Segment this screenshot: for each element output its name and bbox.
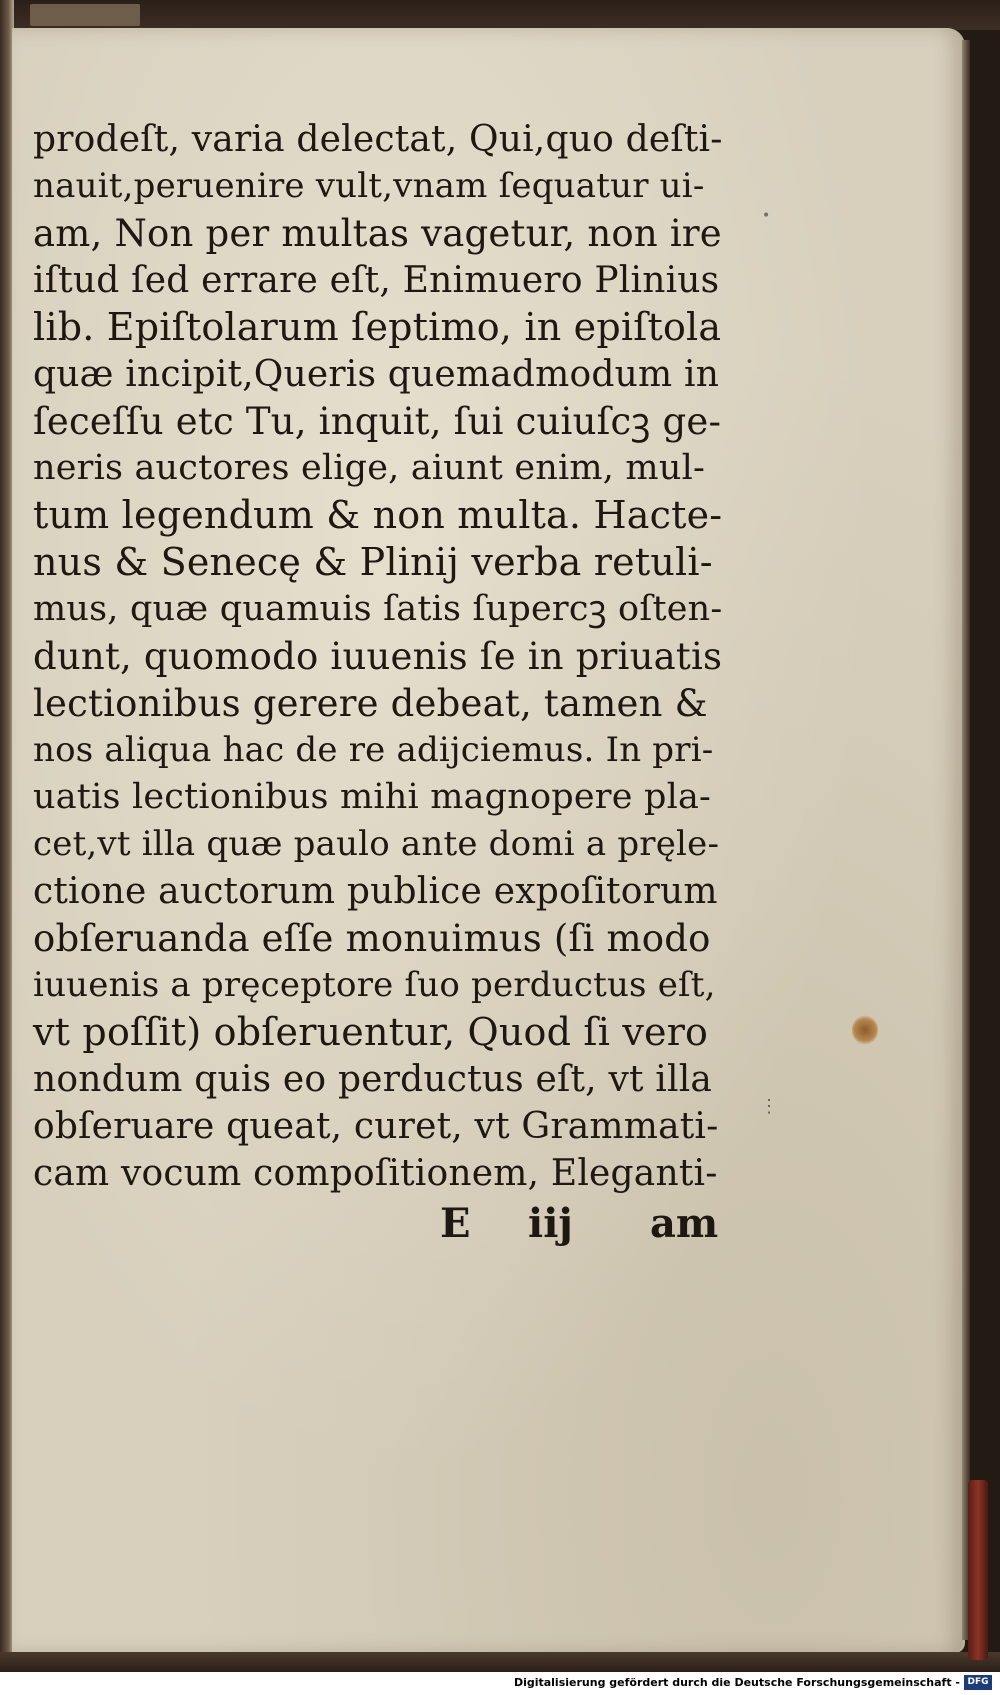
text-line: uatis lectionibus mihi magnopere pla‑ — [33, 777, 712, 817]
text-line: nauit,peruenire vult,vnam ſequatur ui‑ — [33, 166, 705, 206]
text-line: dunt, quomodo iuuenis ſe in priuatis — [33, 635, 723, 678]
text-line: am, Non per multas vagetur, non ire — [33, 212, 722, 255]
signature-mark: E — [440, 1200, 471, 1247]
page-stain — [852, 1015, 878, 1045]
text-line: neris auctores elige, aiunt enim, mul‑ — [33, 448, 705, 488]
text-line: obſeruare queat, curet, vt Grammati‑ — [33, 1106, 719, 1147]
book-tab — [30, 4, 140, 26]
text-line: nos aliqua hac de re adijciemus. In pri‑ — [33, 730, 714, 770]
catchword: am — [650, 1200, 719, 1247]
text-line: nus & Senecę & Plinij verba retuli‑ — [33, 540, 713, 584]
text-line: vt poſſit) obſeruentur, Quod ſi vero — [33, 1010, 709, 1054]
text-line: iſtud ſed errare eſt, Enimuero Plinius — [33, 260, 720, 301]
text-line: quæ incipit,Queris quemadmodum in — [33, 354, 720, 395]
text-line: cet,vt illa quæ paulo ante domi a pręle‑ — [33, 824, 720, 864]
dfg-logo: DFG — [964, 1675, 992, 1690]
text-line: ſeceſſu etc Tu, inquit, ſui cuiuſcꝫ ge‑ — [33, 400, 722, 443]
text-line: nondum quis eo perductus eſt, vt illa — [33, 1059, 713, 1100]
text-line: lectionibus gerere debeat, tamen & — [33, 682, 708, 725]
page-text — [33, 116, 723, 1197]
margin-dots: ⋮ — [760, 1096, 778, 1117]
page-edge — [962, 40, 970, 1640]
bookmark-ribbon — [968, 1480, 988, 1660]
book-bottom-edge — [0, 1652, 1000, 1672]
text-line: prodeſt, varia delectat, Qui,quo deſti‑ — [33, 119, 723, 160]
text-line: ctione auctorum publice expoſitorum — [33, 871, 718, 912]
text-line: lib. Epiſtolarum ſeptimo, in epiſtola — [33, 305, 722, 349]
text-line: obſeruanda eſſe monuimus (ſi modo — [33, 917, 711, 960]
margin-mark: • — [762, 208, 771, 224]
text-line: mus, quæ quamuis ſatis ſupercꝫ oſten‑ — [33, 589, 723, 629]
footer-credit: Digitalisierung gefördert durch die Deutsche Forschungsgemeinschaft - — [513, 1676, 960, 1689]
book-top-edge — [0, 0, 1000, 30]
text-line: iuuenis a pręceptore ſuo perductus eſt, — [33, 965, 716, 1005]
text-line: tum legendum & non multa. Hacte‑ — [33, 493, 723, 537]
signature-number: iij — [528, 1200, 573, 1247]
text-line: cam vocum compoſitionem, Eleganti‑ — [33, 1153, 718, 1194]
